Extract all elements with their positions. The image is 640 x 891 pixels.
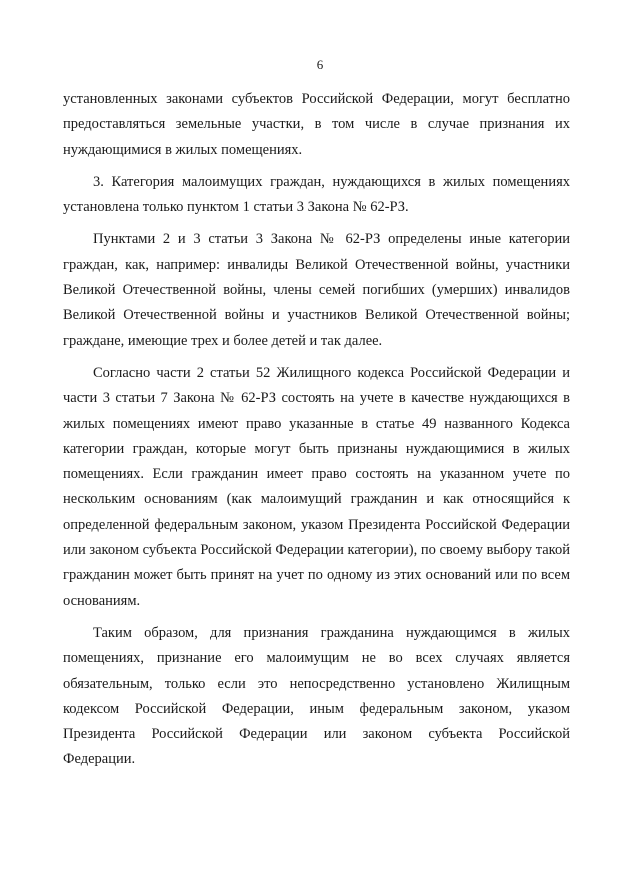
paragraph-registration-rights: Согласно части 2 статьи 52 Жилищного кодекса Российской Федерации и части 3 статьи 7 Закона № 62-РЗ состоять на учете в качестве нуждающихся в жилых помещениях имеют право указанные в статье 49 названного Кодекса категории граждан, которые могут быть признаны нуждающимися в жилых помещениях. Если гражданин имеет право состоять на указанном учете по нескольким основаниям (как малоимущий гражданин и как относящийся к определенной федеральным законом, указом Президента Российской Федерации или законом субъекта Российской Федерации категории), по своему выбору такой гражданин может быть принят на учет по одному из этих оснований или по всем основаниям. — [63, 364, 570, 609]
page-number: 6 — [316, 57, 324, 72]
paragraph-low-income-category: 3. Категория малоимущих граждан, нуждающихся в жилых помещениях установлена только пунктом 1 статьи 3 Закона № 62-РЗ. — [63, 173, 570, 216]
paragraph-continuation: установленных законами субъектов Российской Федерации, могут бесплатно предоставляться земельные участки, в том числе в случае признания их нуждающимися в жилых помещениях. — [63, 91, 570, 158]
document-body — [63, 87, 570, 780]
paragraph-other-categories: Пунктами 2 и 3 статьи 3 Закона № 62-РЗ определены иные категории граждан, как, например: инвалиды Великой Отечественной войны, участники Великой Отечественной войны, члены семей погибших (умерших) инвалидов Великой Отечественной войны и участников Великой Отечественной войны; граждане, имеющие трех и более детей и так далее. — [63, 231, 570, 349]
paragraph-conclusion: Таким образом, для признания гражданина нуждающимся в жилых помещениях, признание его малоимущим не во всех случаях является обязательным, только если это непосредственно установлено Жилищным кодексом Российской Федерации, иным федеральным законом, указом Президента Российской Федерации или законом субъекта Российской Федерации. — [63, 624, 570, 768]
